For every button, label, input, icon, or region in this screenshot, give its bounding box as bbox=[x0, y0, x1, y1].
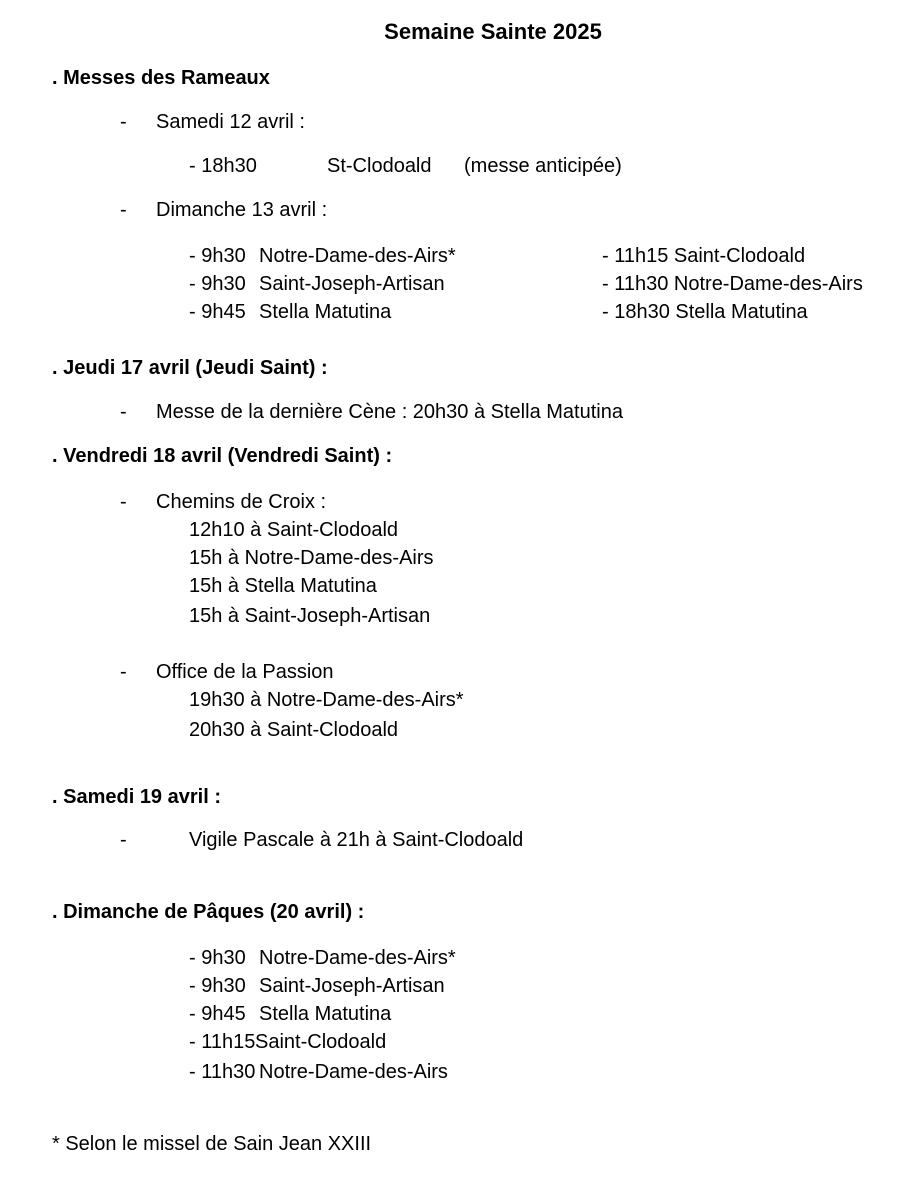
mass-time: - 9h45 bbox=[189, 1003, 246, 1025]
schedule-line: 15h à Notre-Dame-des-Airs bbox=[189, 547, 434, 569]
mass-time: - 9h30 bbox=[189, 245, 246, 267]
bullet-dash: - bbox=[120, 661, 127, 683]
bullet-dash: - bbox=[120, 491, 127, 513]
mass-church: Notre-Dame-des-Airs bbox=[259, 1061, 448, 1083]
mass-time: - 9h30 bbox=[189, 975, 246, 997]
mass-church: Notre-Dame-des-Airs* bbox=[259, 947, 456, 969]
mass-church: Notre-Dame-des-Airs* bbox=[259, 245, 456, 267]
mass-church: Saint-Joseph-Artisan bbox=[259, 975, 445, 997]
mass-church: Stella Matutina bbox=[259, 301, 392, 323]
mass-time: - 11h30 bbox=[189, 1061, 256, 1083]
mass-entry: - 11h15 Saint-Clodoald bbox=[602, 245, 806, 267]
mass-time: - 11h15 bbox=[189, 1031, 256, 1053]
mass-time: - 9h30 bbox=[189, 273, 246, 295]
bullet-dash: - bbox=[120, 111, 127, 133]
bullet-dash: - bbox=[120, 199, 127, 221]
mass-time: - 9h30 bbox=[189, 947, 246, 969]
dimanche-rameaux-label: Dimanche 13 avril : bbox=[156, 199, 328, 221]
samedi-rameaux-time: - 18h30 bbox=[189, 155, 257, 177]
schedule-line: 15h à Stella Matutina bbox=[189, 575, 377, 597]
samedi-rameaux-label: Samedi 12 avril : bbox=[156, 111, 305, 133]
page-title: Semaine Sainte 2025 bbox=[384, 19, 602, 44]
mass-church: Saint-Clodoald bbox=[255, 1031, 387, 1053]
section-heading-vendredi: . Vendredi 18 avril (Vendredi Saint) : bbox=[52, 445, 393, 467]
samedi-rameaux-church: St-Clodoald bbox=[327, 155, 432, 177]
chemins-de-croix-label: Chemins de Croix : bbox=[156, 491, 327, 513]
samedi-rameaux-note: (messe anticipée) bbox=[464, 155, 622, 177]
mass-time: - 9h45 bbox=[189, 301, 246, 323]
footnote: * Selon le missel de Sain Jean XXIII bbox=[52, 1133, 372, 1155]
mass-church: Saint-Joseph-Artisan bbox=[259, 273, 445, 295]
schedule-line: 12h10 à Saint-Clodoald bbox=[189, 519, 399, 541]
section-heading-rameaux: . Messes des Rameaux bbox=[52, 67, 270, 89]
schedule-line: 15h à Saint-Joseph-Artisan bbox=[189, 605, 431, 627]
mass-church: Stella Matutina bbox=[259, 1003, 392, 1025]
schedule-line: 19h30 à Notre-Dame-des-Airs* bbox=[189, 689, 464, 711]
bullet-dash: - bbox=[120, 829, 127, 851]
schedule-line: 20h30 à Saint-Clodoald bbox=[189, 719, 399, 741]
section-heading-paques: . Dimanche de Pâques (20 avril) : bbox=[52, 901, 365, 923]
vigile-item: Vigile Pascale à 21h à Saint-Clodoald bbox=[189, 829, 524, 851]
office-passion-label: Office de la Passion bbox=[156, 661, 334, 683]
mass-entry: - 11h30 Notre-Dame-des-Airs bbox=[602, 273, 863, 295]
mass-entry: - 18h30 Stella Matutina bbox=[602, 301, 808, 323]
bullet-dash: - bbox=[120, 401, 127, 423]
jeudi-item: Messe de la dernière Cène : 20h30 à Stella Matutina bbox=[156, 401, 623, 423]
section-heading-samedi: . Samedi 19 avril : bbox=[52, 786, 221, 808]
section-heading-jeudi: . Jeudi 17 avril (Jeudi Saint) : bbox=[52, 357, 328, 379]
